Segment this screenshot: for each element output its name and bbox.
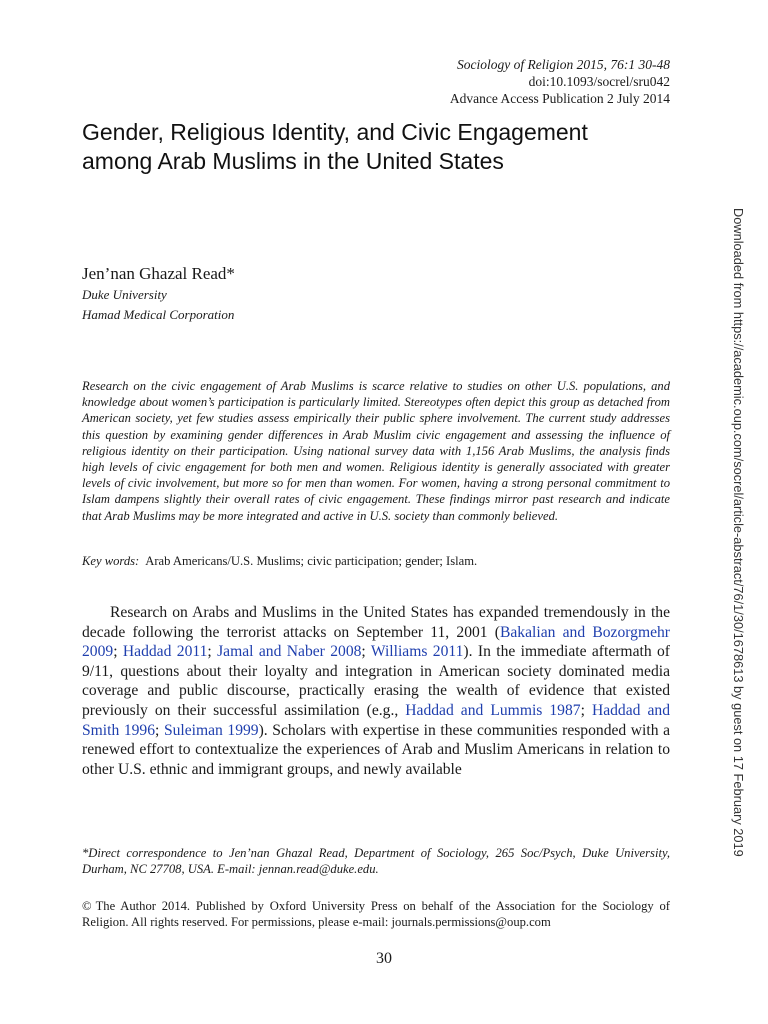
page-number: 30 — [376, 950, 392, 967]
separator: ; — [580, 701, 592, 719]
keywords-value: Arab Americans/U.S. Muslims; civic participation; gender; Islam. — [145, 554, 478, 568]
author-block — [82, 263, 235, 325]
body-text-1: Research on Arabs and Muslims in the United States has expanded tremendously in the decade following the terrorist attacks on September 11, 2001 ( — [82, 604, 670, 641]
body-paragraph — [82, 603, 670, 779]
keywords — [82, 553, 477, 569]
copyright-notice — [82, 898, 670, 930]
abstract: Research on the civic engagement of Arab Muslims is scarce relative to studies on other U.S. populations, and knowledge about women’s participation is particularly limited. Stereotypes often depict this group as detached from American society, yet few studies assess empirically their public sphere involvement. The current study addresses this question by examining gender differences in Arab Muslim civic engagement and assessing the influence of religious identity on their participation. Using national survey data with 1,156 Arab Muslims, the analysis finds high levels of civic engagement for both men and women. Religious identity is generally associated with greater levels of civic involvement, but more so for men than women. For women, having a strong personal commitment to Islam dampens slightly their overall rates of civic engagement. These findings mirror past research and indicate that Arab Muslims may be more integrated and active in U.S. society than commonly believed. — [82, 379, 670, 523]
advance-access-date: Advance Access Publication 2 July 2014 — [449, 91, 670, 106]
citation-link-haddad-2011[interactable]: Haddad 2011 — [122, 643, 208, 661]
affiliation-2: Hamad Medical Corporation — [82, 307, 235, 322]
separator: ; — [155, 721, 164, 739]
article-title: Gender, Religious Identity, and Civic Engagement among Arab Muslims in the United States — [82, 119, 588, 174]
correspondence-footnote: *Direct correspondence to Jen’nan Ghazal Read, Department of Sociology, 265 Soc/Psych, Duke University, Durham, NC 27708, USA. E-mail: jennan.read@duke.edu. — [82, 846, 670, 876]
doi[interactable]: doi:10.1093/socrel/sru042 — [528, 74, 670, 89]
separator: ; — [113, 643, 123, 661]
citation-link-jamal-naber-2008[interactable]: Jamal and Naber 2008 — [217, 643, 362, 661]
separator: ; — [361, 643, 371, 661]
body-text-3: ). Scholars with expertise in these communities responded with a renewed effort to contextualize the experiences of Arab and Muslim Americans in relation to other U.S. ethnic and immigrant groups, and newly available — [82, 721, 670, 778]
journal-citation: Sociology of Religion 2015, 76:1 30-48 — [457, 57, 670, 72]
copyright-symbol: © — [82, 899, 92, 913]
citation-link-haddad-lummis-1987[interactable]: Haddad and Lummis 1987 — [405, 701, 581, 719]
separator: ; — [207, 643, 218, 661]
affiliation-1: Duke University — [82, 287, 167, 302]
keywords-label: Key words: — [82, 554, 140, 568]
citation-link-haddad-smith-1996[interactable]: Haddad and Smith 1996 — [82, 701, 670, 739]
citation-link-williams-2011[interactable]: Williams 2011 — [370, 643, 464, 661]
citation-link-suleiman-1999[interactable]: Suleiman 1999 — [163, 721, 259, 739]
download-watermark: Downloaded from https://academic.oup.com/socrel/article-abstract/76/1/30/1678613 by guest on 17 February 2019 — [731, 208, 746, 857]
author-name: Jen’nan Ghazal Read* — [82, 264, 235, 283]
citation-link-bakalian-bozorgmehr-2009[interactable]: Bakalian and Bozorgmehr 2009 — [82, 623, 670, 661]
journal-header — [450, 56, 670, 107]
copyright-text: The Author 2014. Published by Oxford University Press on behalf of the Association for the Sociology of Religion. All rights reserved. For permissions, please e-mail: journals.permissions@oup.com — [82, 899, 670, 929]
body-text-2: ). In the immediate aftermath of 9/11, questions about their loyalty and integration in American society dominated media coverage and public discourse, practically erasing the wealth of evidence that existed previously on their successful assimilation (e.g., — [82, 643, 670, 719]
